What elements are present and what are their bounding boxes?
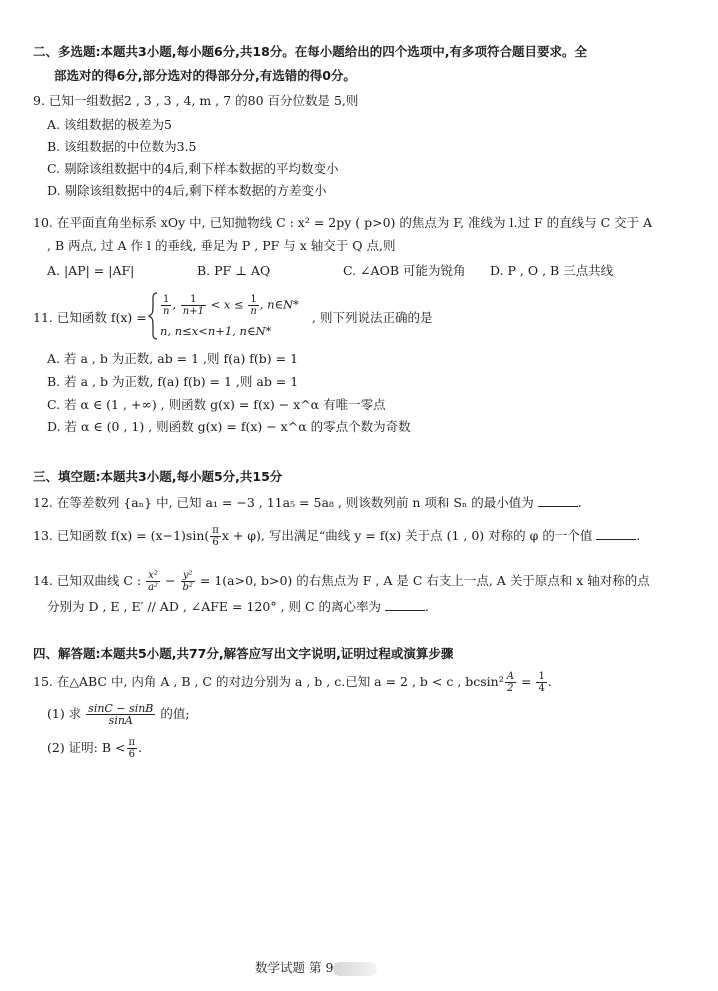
q13-frac-den: 6 (212, 537, 219, 548)
q15-part1-frac (86, 703, 155, 726)
q15-part2-pre: (2) 证明: B < (47, 740, 126, 755)
q14-frac-y (181, 570, 195, 593)
q11-stem-post: , 则下列说法正确的是 (312, 310, 433, 325)
q11-stem-pre: 11. 已知函数 f(x) = (33, 310, 147, 325)
q14-frac-y-num: y² (181, 570, 195, 582)
q15-frac-quarter-num: 1 (538, 671, 545, 682)
q10-option-a: A. |AP| = |AF| (47, 263, 135, 278)
q13-frac (210, 525, 221, 548)
q11-case1: $\frac{1}{n}$ , $\frac{1}{n+1}$ < x ≤ $\frac{1}{n}$ , n∈N* (163, 294, 299, 317)
page-footer (255, 958, 377, 976)
q14-frac-x-num: x² (146, 570, 160, 582)
q11-case1-frac-a (161, 294, 171, 317)
q15-frac-quarter (536, 671, 546, 694)
q15-frac-a-num: A (506, 671, 514, 682)
q10-stem-line1: 10. 在平面直角坐标系 xOy 中, 已知抛物线 C : x² = 2py ( p>0) 的焦点为 F, 准线为 l.过 F 的直线与 C 交于 A (33, 215, 653, 230)
section2-heading (33, 44, 587, 60)
q14-line1 (33, 570, 650, 593)
q10-option-b: B. PF ⊥ AQ (197, 263, 271, 278)
q15-part2-post: . (138, 740, 143, 755)
q14-frac-x (146, 570, 160, 593)
q13-answer-blank[interactable] (596, 527, 636, 540)
q14-answer-blank[interactable] (385, 598, 425, 611)
q11-option-a: A. 若 a , b 为正数, ab = 1 ,则 f(a) f(b) = 1 (47, 351, 299, 366)
q15-part1-frac-den: sinA (108, 714, 133, 727)
q15-part2-frac (127, 737, 138, 760)
q12-text: 12. 在等差数列 {aₙ} 中, 已知 a₁ = −3 , 11a₅ = 5a₈ , 则该数列前 n 项和 Sₙ 的最小值为 (33, 495, 534, 510)
q9-option-c: C. 剔除该组数据中的4后,剩下样本数据的平均数变小 (47, 161, 339, 176)
q15-frac-a-den: 2 (507, 683, 514, 694)
q12-answer-blank[interactable] (538, 494, 578, 507)
q14-pre: 14. 已知双曲线 C : (33, 573, 142, 588)
q15-period: . (547, 674, 552, 689)
q11-brace-icon (148, 292, 158, 340)
q11-case1-frac-b-num: 1 (181, 294, 206, 306)
footer-smudge (333, 962, 377, 976)
q9-option-a: A. 该组数据的极差为5 (47, 117, 172, 132)
q15-part1-post: 的值; (160, 706, 190, 721)
q11-case1-frac-c (248, 294, 258, 317)
q14-minus: − (165, 573, 176, 588)
q14-line2 (47, 598, 429, 615)
q15-part2-frac-num: π (128, 737, 136, 748)
q14-frac-y-den: b² (182, 582, 193, 593)
q11-case1-frac-b (181, 294, 206, 317)
q11-option-c: C. 若 α ∈ (1 , +∞) , 则函数 g(x) = f(x) − x^α 有唯一零点 (47, 397, 386, 412)
q15-part2-frac-den: 6 (128, 749, 135, 760)
q9-stem: 9. 已知一组数据2 , 3 , 3 , 4, m , 7 的80 百分位数是 5,则 (33, 93, 359, 108)
q14-post: = 1(a>0, b>0) 的右焦点为 F , A 是 C 右支上一点, A 关于原点和 x 轴对称的点 (199, 573, 650, 588)
q15-stem-text: 15. 在△ABC 中, 内角 A , B , C 的对边分别为 a , b , c.已知 a = 2 , b < c , bcsin² (33, 674, 504, 689)
q11-case1-frac-a-num: 1 (161, 294, 171, 306)
q11-case1-tail: , n∈N* (259, 297, 299, 312)
q11-case1-mid: < x ≤ (210, 297, 244, 312)
q11-case1-frac-c-num: 1 (248, 294, 258, 306)
q13-end: . (636, 528, 641, 543)
section2-heading-cont (54, 68, 356, 84)
q13-post: x + φ), 写出满足“曲线 y = f(x) 关于点 (1 , 0) 对称的 φ 的一个值 (221, 528, 593, 543)
q11-case1-frac-a-den: n (163, 306, 170, 317)
q14-frac-x-den: a² (148, 582, 159, 593)
q9-option-d: D. 剔除该组数据中的4后,剩下样本数据的方差变小 (47, 183, 327, 198)
q14-end: . (425, 599, 429, 614)
q9-option-b: B. 该组数据的中位数为3.5 (47, 139, 197, 154)
q13 (33, 525, 640, 548)
q15-part2 (47, 737, 142, 760)
q10-option-d: D. P , O , B 三点共线 (490, 263, 614, 278)
q11-case1-frac-c-den: n (250, 306, 257, 317)
q12 (33, 494, 582, 511)
section2-heading-cont-text: 部选对的得6分,部分选对的得部分分,有选错的得0分。 (54, 68, 356, 83)
q14-line2-text: 分别为 D , E , E′ // AD , ∠AFE = 120° , 则 C 的离心率为 (47, 599, 382, 614)
q11-option-d: D. 若 α ∈ (0 , 1) , 则函数 g(x) = f(x) − x^α 的零点个数为奇数 (47, 419, 411, 434)
q15-stem (33, 671, 552, 694)
q15-part1-frac-num: sinC − sinB (88, 702, 154, 715)
q13-frac-num: π (212, 525, 219, 536)
footer-text: 数学试题 第 9 (255, 960, 334, 975)
q13-pre: 13. 已知函数 f(x) = (x−1)sin( (33, 528, 210, 543)
q15-frac-quarter-den: 4 (538, 683, 545, 694)
section2-heading-text: 二、多选题:本题共3小题,每小题6分,共18分。在每小题给出的四个选项中,有多项符合题目要求。全 (33, 44, 588, 59)
q11-case1-frac-b-den: n+1 (182, 306, 204, 317)
q11-option-b: B. 若 a , b 为正数, f(a) f(b) = 1 ,则 ab = 1 (47, 374, 299, 389)
q11-case2: n, n≤x<n+1, n∈N* (160, 324, 272, 338)
q15-frac-a (505, 671, 516, 694)
section4-heading: 四、解答题:本题共5小题,共77分,解答应写出文字说明,证明过程或演算步骤 (33, 646, 454, 661)
section3-heading: 三、填空题:本题共3小题,每小题5分,共15分 (33, 469, 283, 484)
q15-part1 (47, 703, 190, 726)
q10-stem-line2: , B 两点, 过 A 作 l 的垂线, 垂足为 P , PF 与 x 轴交于 Q 点,则 (47, 238, 396, 253)
q15-part1-pre: (1) 求 (47, 706, 82, 721)
q10-option-c: C. ∠AOB 可能为锐角 (343, 263, 466, 278)
q15-eq: = (520, 674, 532, 689)
q12-end: . (577, 495, 582, 510)
